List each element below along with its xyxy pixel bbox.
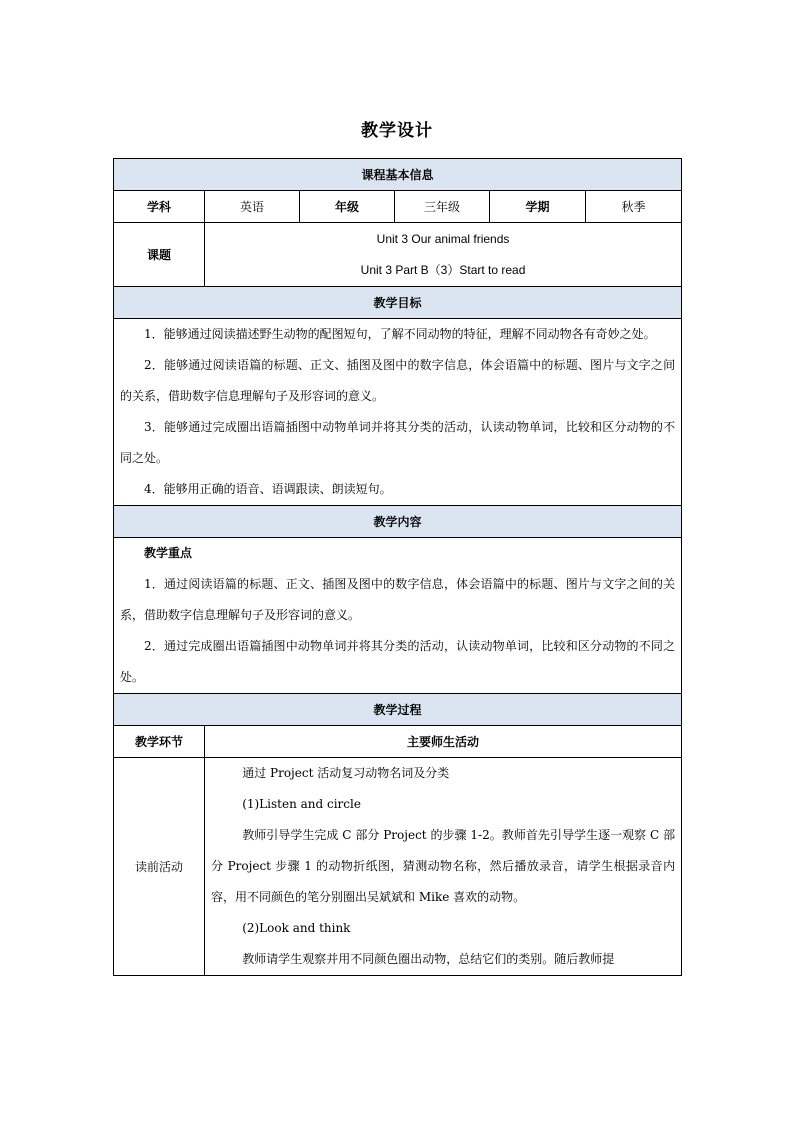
activity-line: (2)Look and think [242,921,351,935]
document-title: 教学设计 [361,121,433,141]
activity-body [205,758,682,976]
topic-label: 课题 [114,223,205,287]
topic-line-1: Unit 3 Our animal friends [376,231,510,246]
activity-line: 教师引导学生完成 C 部分 Project 的步骤 1-2。教师首先引导学生逐一观察 C 部分 Project 步骤 1 的动物折纸图，猜测动物名称，然后播放录音，请学生根据录音内容，用不同颜色的笔分别圈出吴斌斌和 Mike 喜欢的动物。 [211,828,676,904]
process-col-stage: 教学环节 [114,726,205,758]
term-label: 学期 [490,191,586,223]
process-col-activity: 主要师生活动 [205,726,682,758]
basic-info-header: 课程基本信息 [114,159,682,191]
focus-label: 教学重点 [144,546,193,560]
objective-item: 2．能够通过阅读语篇的标题、正文、插图及图中的数字信息，体会语篇中的标题、图片与文字之间的关系，借助数字信息理解句子及形容词的意义。 [120,358,676,403]
objective-item: 4．能够用正确的语音、语调跟读、朗读短句。 [144,482,392,496]
objectives-body [114,319,682,506]
objective-item: 3．能够通过完成圈出语篇插图中动物单词并将其分类的活动，认读动物单词，比较和区分动物的不同之处。 [120,420,676,465]
content-header: 教学内容 [114,506,682,538]
subject-value: 英语 [205,191,300,223]
activity-line: 通过 Project 活动复习动物名词及分类 [242,766,450,780]
term-value: 秋季 [586,191,682,223]
activity-line: 教师请学生观察并用不同颜色圈出动物，总结它们的类别。随后教师提 [242,952,615,966]
grade-value: 三年级 [395,191,490,223]
subject-label: 学科 [114,191,205,223]
grade-label: 年级 [300,191,395,223]
content-item: 1．通过阅读语篇的标题、正文、插图及图中的数字信息，体会语篇中的标题、图片与文字之间的关系，借助数字信息理解句子及形容词的意义。 [120,577,676,622]
objectives-header: 教学目标 [114,287,682,319]
lesson-plan-table [113,158,682,976]
content-item: 2．通过完成圈出语篇插图中动物单词并将其分类的活动，认读动物单词，比较和区分动物的不同之处。 [120,639,676,684]
objective-item: 1．能够通过阅读描述野生动物的配图短句，了解不同动物的特征，理解不同动物各有奇妙之处。 [144,327,656,341]
content-body [114,538,682,694]
topic-line-2: Unit 3 Part B（3）Start to read [360,262,526,277]
process-header: 教学过程 [114,694,682,726]
topic-value [205,223,682,287]
activity-line: (1)Listen and circle [242,797,361,811]
stage-pre-reading: 读前活动 [114,758,205,976]
